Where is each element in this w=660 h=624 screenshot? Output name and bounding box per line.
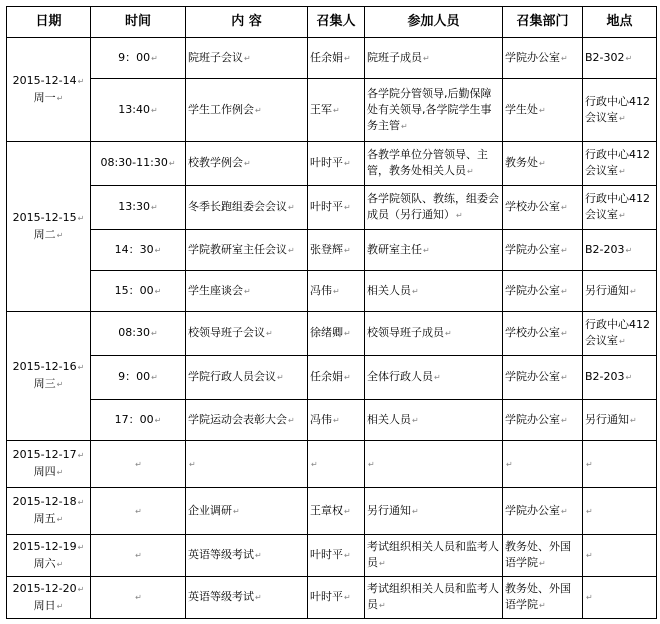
location-cell — [583, 142, 657, 186]
table-row — [7, 356, 657, 400]
header-location: 地点 — [583, 7, 657, 38]
convener-cell — [308, 186, 365, 230]
time-cell — [91, 535, 186, 577]
location-cell — [583, 271, 657, 312]
paragraph-mark-icon: ↵ — [56, 230, 64, 240]
paragraph-mark-icon: ↵ — [77, 542, 85, 552]
paragraph-mark-icon: ↵ — [333, 286, 340, 296]
department-cell — [503, 488, 583, 535]
paragraph-mark-icon: ↵ — [255, 105, 262, 115]
participants-cell-text: 各学院领队、教练，组委会成员（另行通知） — [367, 192, 499, 221]
location-cell — [583, 400, 657, 441]
content-cell — [186, 312, 308, 356]
date-cell — [7, 312, 91, 441]
participants-cell — [365, 488, 503, 535]
paragraph-mark-icon: ↵ — [423, 245, 430, 255]
paragraph-mark-icon: ↵ — [77, 363, 85, 372]
paragraph-mark-icon: ↵ — [151, 53, 158, 63]
location-cell-text: B2-203 — [585, 370, 625, 383]
paragraph-mark-icon: ↵ — [506, 459, 513, 469]
paragraph-mark-icon: ↵ — [619, 337, 626, 346]
department-cell-text: 学院办公室 — [505, 503, 560, 517]
date-text: 2015-12-20 — [12, 581, 77, 595]
participants-cell-text: 各教学单位分管领导、主管，教务处相关人员 — [367, 148, 488, 177]
participants-cell-text: 教研室主任 — [367, 242, 422, 256]
time-cell — [91, 79, 186, 142]
location-cell-text: B2-203 — [585, 242, 625, 256]
paragraph-mark-icon: ↵ — [244, 286, 251, 296]
department-cell-text: 学院办公室 — [505, 370, 560, 383]
convener-cell-text: 叶时平 — [310, 156, 343, 169]
time-cell — [91, 38, 186, 79]
location-cell — [583, 535, 657, 577]
paragraph-mark-icon: ↵ — [561, 373, 568, 382]
paragraph-mark-icon: ↵ — [344, 245, 351, 255]
paragraph-mark-icon: ↵ — [344, 506, 351, 516]
weekday-text: 周四 — [33, 465, 56, 478]
content-cell — [186, 488, 308, 535]
convener-cell-text: 任余娟 — [310, 50, 343, 64]
department-cell-text: 学院办公室 — [505, 50, 560, 64]
date-cell — [7, 441, 91, 488]
participants-cell-text: 相关人员 — [367, 283, 411, 297]
participants-cell — [365, 441, 503, 488]
paragraph-mark-icon: ↵ — [344, 53, 351, 63]
paragraph-mark-icon: ↵ — [151, 203, 158, 212]
header-content: 内 容 — [186, 7, 308, 38]
paragraph-mark-icon: ↵ — [539, 105, 546, 115]
weekday-text: 周三 — [33, 377, 56, 390]
convener-cell — [308, 535, 365, 577]
date-text: 2015-12-19 — [12, 539, 77, 553]
paragraph-mark-icon: ↵ — [379, 559, 386, 568]
time-cell-text: 15：00 — [114, 283, 154, 297]
content-cell-text: 院班子会议 — [188, 50, 243, 64]
paragraph-mark-icon: ↵ — [135, 593, 142, 602]
participants-cell — [365, 271, 503, 312]
time-cell — [91, 577, 186, 619]
participants-cell-text: 相关人员 — [367, 412, 411, 426]
paragraph-mark-icon: ↵ — [561, 506, 568, 516]
time-cell — [91, 312, 186, 356]
convener-cell — [308, 230, 365, 271]
location-cell — [583, 441, 657, 488]
location-cell-text: 另行通知 — [585, 283, 629, 297]
convener-cell-text: 任余娟 — [310, 370, 343, 383]
location-cell — [583, 488, 657, 535]
department-cell-text: 教务处、外国语学院 — [505, 540, 571, 569]
paragraph-mark-icon: ↵ — [561, 329, 568, 338]
participants-cell — [365, 535, 503, 577]
paragraph-mark-icon: ↵ — [586, 593, 593, 602]
convener-cell — [308, 79, 365, 142]
department-cell — [503, 535, 583, 577]
location-cell — [583, 356, 657, 400]
time-cell — [91, 142, 186, 186]
department-cell — [503, 400, 583, 441]
header-department: 召集部门 — [503, 7, 583, 38]
participants-cell — [365, 400, 503, 441]
paragraph-mark-icon: ↵ — [154, 415, 162, 425]
paragraph-mark-icon: ↵ — [344, 203, 351, 212]
location-cell-text: 行政中心412会议室 — [585, 192, 650, 221]
paragraph-mark-icon: ↵ — [344, 593, 351, 602]
location-cell — [583, 38, 657, 79]
time-cell — [91, 356, 186, 400]
time-cell-text: 13:40 — [118, 102, 150, 116]
content-cell — [186, 441, 308, 488]
paragraph-mark-icon: ↵ — [412, 286, 419, 296]
location-cell-text: 行政中心412会议室 — [585, 318, 650, 347]
paragraph-mark-icon: ↵ — [56, 515, 64, 524]
location-cell-text: B2-302 — [585, 50, 625, 64]
content-cell-text: 学院教研室主任会议 — [188, 242, 287, 256]
date-cell — [7, 577, 91, 619]
paragraph-mark-icon: ↵ — [456, 211, 463, 220]
content-cell — [186, 271, 308, 312]
department-cell-text: 学院办公室 — [505, 242, 560, 256]
paragraph-mark-icon: ↵ — [244, 159, 251, 168]
header-convener: 召集人 — [308, 7, 365, 38]
weekday-text: 周日 — [33, 598, 56, 612]
convener-cell — [308, 271, 365, 312]
convener-cell-text: 叶时平 — [310, 200, 343, 213]
paragraph-mark-icon: ↵ — [344, 329, 351, 338]
location-cell-text: 行政中心412会议室 — [585, 148, 650, 177]
time-cell-text: 14：30 — [114, 242, 154, 256]
participants-cell-text: 院班子成员 — [367, 50, 422, 64]
convener-cell-text: 冯伟 — [310, 412, 332, 426]
header-date: 日期 — [7, 7, 91, 38]
department-cell — [503, 577, 583, 619]
paragraph-mark-icon: ↵ — [255, 551, 262, 560]
paragraph-mark-icon: ↵ — [288, 203, 295, 212]
convener-cell — [308, 142, 365, 186]
time-cell-text: 08:30-11:30 — [100, 156, 168, 169]
content-cell-text: 英语等级考试 — [188, 548, 254, 561]
convener-cell — [308, 577, 365, 619]
table-row — [7, 38, 657, 79]
content-cell-text: 英语等级考试 — [188, 590, 254, 603]
paragraph-mark-icon: ↵ — [423, 53, 430, 63]
content-cell-text: 学院运动会表彰大会 — [188, 412, 287, 426]
convener-cell — [308, 400, 365, 441]
paragraph-mark-icon: ↵ — [619, 113, 626, 123]
content-cell — [186, 79, 308, 142]
department-cell — [503, 142, 583, 186]
paragraph-mark-icon: ↵ — [77, 498, 85, 507]
location-cell — [583, 230, 657, 271]
time-cell-text: 17：00 — [114, 412, 154, 426]
convener-cell-text: 徐绪卿 — [310, 326, 343, 339]
content-cell-text: 校领导班子会议 — [188, 326, 265, 339]
date-text: 2015-12-17 — [12, 448, 77, 461]
paragraph-mark-icon: ↵ — [277, 373, 284, 382]
time-cell-text: 13:30 — [118, 200, 150, 213]
participants-cell-text: 考试组织相关人员和监考人员 — [367, 540, 499, 569]
department-cell-text: 学生处 — [505, 102, 538, 116]
convener-cell-text: 叶时平 — [310, 590, 343, 603]
participants-cell — [365, 230, 503, 271]
time-cell — [91, 271, 186, 312]
paragraph-mark-icon: ↵ — [77, 451, 85, 460]
paragraph-mark-icon: ↵ — [333, 415, 340, 425]
paragraph-mark-icon: ↵ — [168, 159, 176, 168]
paragraph-mark-icon: ↵ — [445, 329, 452, 338]
location-cell-text: 另行通知 — [585, 412, 629, 426]
convener-cell — [308, 38, 365, 79]
paragraph-mark-icon: ↵ — [266, 329, 273, 338]
paragraph-mark-icon: ↵ — [56, 468, 64, 477]
table-row — [7, 186, 657, 230]
paragraph-mark-icon: ↵ — [625, 53, 633, 63]
department-cell-text: 学校办公室 — [505, 200, 560, 213]
paragraph-mark-icon: ↵ — [561, 415, 568, 425]
location-cell — [583, 577, 657, 619]
paragraph-mark-icon: ↵ — [561, 245, 568, 255]
department-cell-text: 教务处 — [505, 156, 538, 169]
weekday-text: 周二 — [33, 227, 56, 241]
paragraph-mark-icon: ↵ — [467, 167, 474, 176]
content-cell-text: 校教学例会 — [188, 156, 243, 169]
content-cell — [186, 142, 308, 186]
paragraph-mark-icon: ↵ — [539, 559, 546, 568]
paragraph-mark-icon: ↵ — [368, 459, 375, 469]
convener-cell-text: 张登辉 — [310, 242, 343, 256]
content-cell-text: 企业调研 — [188, 503, 232, 517]
time-cell — [91, 400, 186, 441]
paragraph-mark-icon: ↵ — [189, 459, 196, 469]
convener-cell-text: 叶时平 — [310, 548, 343, 561]
time-cell-text: 9：00 — [118, 50, 151, 64]
paragraph-mark-icon: ↵ — [344, 551, 351, 560]
paragraph-mark-icon: ↵ — [244, 53, 251, 63]
paragraph-mark-icon: ↵ — [561, 203, 568, 212]
weekday-text: 周六 — [33, 556, 56, 570]
paragraph-mark-icon: ↵ — [586, 551, 593, 560]
paragraph-mark-icon: ↵ — [619, 211, 626, 220]
paragraph-mark-icon: ↵ — [561, 286, 568, 296]
paragraph-mark-icon: ↵ — [333, 105, 340, 115]
table-row — [7, 577, 657, 619]
date-cell — [7, 142, 91, 312]
paragraph-mark-icon: ↵ — [630, 286, 637, 296]
paragraph-mark-icon: ↵ — [344, 373, 351, 382]
paragraph-mark-icon: ↵ — [233, 506, 240, 516]
date-text: 2015-12-18 — [12, 495, 77, 508]
participants-cell-text: 考试组织相关人员和监考人员 — [367, 582, 499, 611]
paragraph-mark-icon: ↵ — [625, 373, 633, 382]
paragraph-mark-icon: ↵ — [434, 373, 441, 382]
date-text: 2015-12-16 — [12, 360, 77, 373]
paragraph-mark-icon: ↵ — [630, 415, 637, 425]
table-row — [7, 79, 657, 142]
header-time: 时间 — [91, 7, 186, 38]
time-cell-text: 08:30 — [118, 326, 150, 339]
paragraph-mark-icon: ↵ — [255, 593, 262, 602]
participants-cell — [365, 356, 503, 400]
paragraph-mark-icon: ↵ — [135, 459, 142, 469]
paragraph-mark-icon: ↵ — [619, 167, 626, 176]
date-cell — [7, 535, 91, 577]
date-text: 2015-12-14 — [12, 73, 77, 87]
paragraph-mark-icon: ↵ — [539, 601, 546, 610]
paragraph-mark-icon: ↵ — [288, 415, 295, 425]
table-row — [7, 441, 657, 488]
content-cell — [186, 535, 308, 577]
table-row — [7, 488, 657, 535]
content-cell — [186, 356, 308, 400]
paragraph-mark-icon: ↵ — [56, 380, 64, 389]
department-cell-text: 学院办公室 — [505, 412, 560, 426]
location-cell — [583, 186, 657, 230]
paragraph-mark-icon: ↵ — [288, 245, 295, 255]
department-cell — [503, 356, 583, 400]
participants-cell — [365, 79, 503, 142]
table-row — [7, 271, 657, 312]
date-cell — [7, 488, 91, 535]
department-cell — [503, 441, 583, 488]
convener-cell-text: 王章权 — [310, 503, 343, 517]
paragraph-mark-icon: ↵ — [586, 459, 593, 469]
paragraph-mark-icon: ↵ — [379, 601, 386, 610]
paragraph-mark-icon: ↵ — [561, 53, 568, 63]
department-cell-text: 学院办公室 — [505, 283, 560, 297]
weekday-text: 周一 — [33, 90, 56, 104]
paragraph-mark-icon: ↵ — [401, 121, 408, 131]
content-cell — [186, 400, 308, 441]
participants-cell-text: 校领导班子成员 — [367, 326, 444, 339]
content-cell — [186, 230, 308, 271]
time-cell-text: 9：00 — [118, 370, 151, 383]
time-cell — [91, 186, 186, 230]
convener-cell-text: 冯伟 — [310, 283, 332, 297]
convener-cell — [308, 312, 365, 356]
content-cell — [186, 186, 308, 230]
participants-cell — [365, 142, 503, 186]
paragraph-mark-icon: ↵ — [135, 551, 142, 560]
content-cell-text: 学生座谈会 — [188, 283, 243, 297]
paragraph-mark-icon: ↵ — [151, 373, 158, 382]
content-cell — [186, 38, 308, 79]
participants-cell — [365, 38, 503, 79]
paragraph-mark-icon: ↵ — [77, 584, 85, 594]
participants-cell-text: 全体行政人员 — [367, 370, 433, 383]
table-row — [7, 535, 657, 577]
participants-cell-text: 另行通知 — [367, 503, 411, 517]
location-cell-text: 行政中心412会议室 — [585, 94, 650, 124]
convener-cell-text: 王军 — [310, 102, 332, 116]
convener-cell — [308, 441, 365, 488]
department-cell — [503, 79, 583, 142]
header-row — [7, 7, 657, 38]
content-cell-text: 学院行政人员会议 — [188, 370, 276, 383]
paragraph-mark-icon: ↵ — [539, 159, 546, 168]
date-cell — [7, 38, 91, 142]
department-cell — [503, 271, 583, 312]
paragraph-mark-icon: ↵ — [56, 93, 64, 103]
paragraph-mark-icon: ↵ — [151, 105, 158, 115]
department-cell-text: 学校办公室 — [505, 326, 560, 339]
time-cell — [91, 230, 186, 271]
time-cell — [91, 441, 186, 488]
table-row — [7, 230, 657, 271]
participants-cell — [365, 186, 503, 230]
content-cell-text: 冬季长跑组委会会议 — [188, 200, 287, 213]
paragraph-mark-icon: ↵ — [56, 559, 64, 569]
paragraph-mark-icon: ↵ — [135, 506, 142, 516]
location-cell — [583, 79, 657, 142]
paragraph-mark-icon: ↵ — [56, 601, 64, 611]
content-cell — [186, 577, 308, 619]
paragraph-mark-icon: ↵ — [151, 329, 158, 338]
table-row — [7, 312, 657, 356]
paragraph-mark-icon: ↵ — [77, 76, 85, 86]
participants-cell — [365, 577, 503, 619]
schedule-body — [7, 38, 657, 619]
paragraph-mark-icon: ↵ — [77, 213, 85, 223]
paragraph-mark-icon: ↵ — [154, 286, 162, 296]
paragraph-mark-icon: ↵ — [412, 506, 419, 516]
participants-cell-text: 各学院分管领导,后勤保障处有关领导,各学院学生事务主管 — [367, 86, 492, 132]
department-cell — [503, 312, 583, 356]
schedule-table — [6, 6, 657, 619]
table-row — [7, 142, 657, 186]
header-participants: 参加人员 — [365, 7, 503, 38]
location-cell — [583, 312, 657, 356]
paragraph-mark-icon: ↵ — [311, 459, 318, 469]
time-cell — [91, 488, 186, 535]
department-cell — [503, 186, 583, 230]
paragraph-mark-icon: ↵ — [586, 506, 593, 516]
weekday-text: 周五 — [33, 512, 56, 525]
content-cell-text: 学生工作例会 — [188, 102, 254, 116]
convener-cell — [308, 356, 365, 400]
department-cell — [503, 38, 583, 79]
participants-cell — [365, 312, 503, 356]
paragraph-mark-icon: ↵ — [412, 415, 419, 425]
paragraph-mark-icon: ↵ — [625, 245, 633, 255]
convener-cell — [308, 488, 365, 535]
department-cell — [503, 230, 583, 271]
table-row — [7, 400, 657, 441]
paragraph-mark-icon: ↵ — [344, 159, 351, 168]
paragraph-mark-icon: ↵ — [154, 245, 162, 255]
date-text: 2015-12-15 — [12, 210, 77, 224]
department-cell-text: 教务处、外国语学院 — [505, 582, 571, 611]
